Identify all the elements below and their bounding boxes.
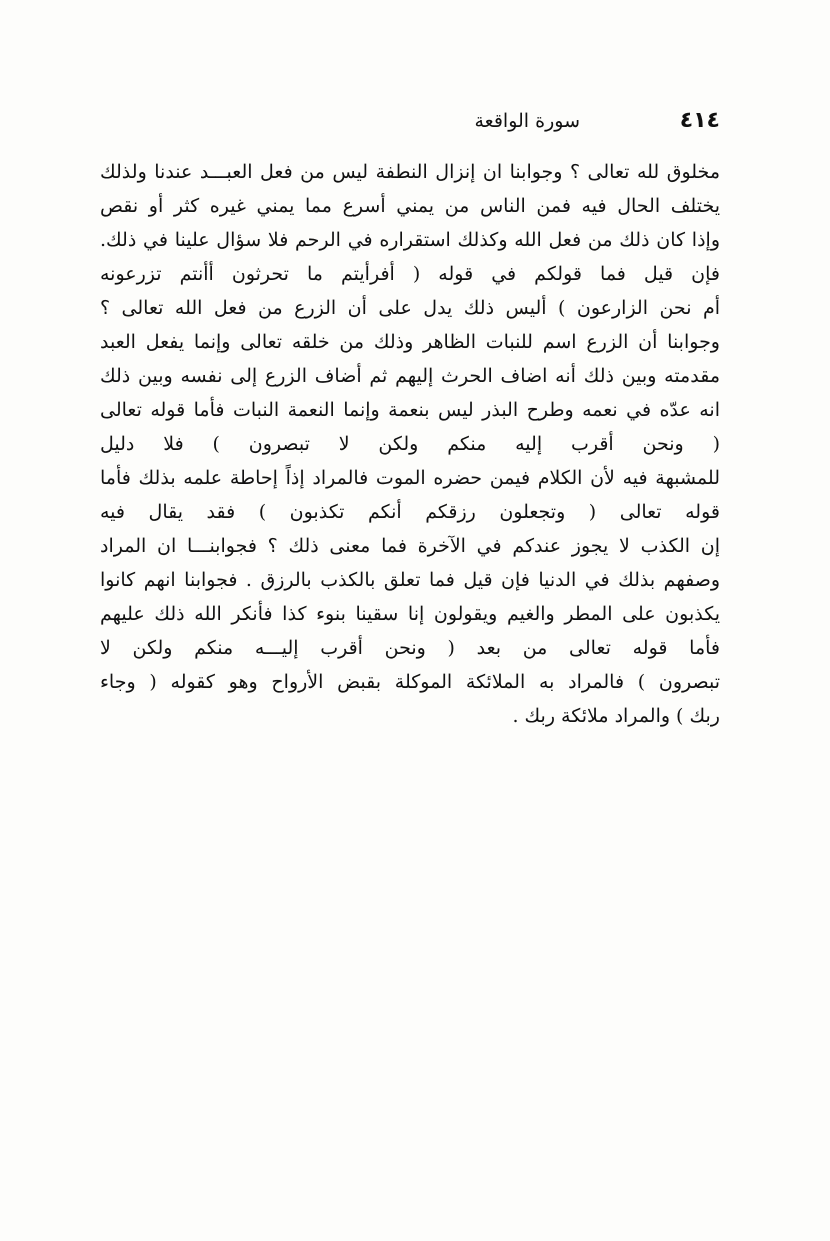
text-line-7: مقدمته وبين ذلك أنه اضاف الحرث إليهم ثم أضاف الزرع إلى نفسه وبين ذلك [100,365,720,387]
text-line-11: قوله تعالى ( وتجعلون رزقكم أنكم تكذبون ) فقد يقال فيه [100,501,720,523]
text-line-16: تبصرون ) فالمراد به الملائكة الموكلة بقبض الأرواح وهو كقوله ( وجاء [100,671,720,693]
text-line-8: انه عدّه في نعمه وطرح البذر ليس بنعمة وإنما النعمة النبات فأما قوله تعالى [100,399,720,421]
text-line-9: ( ونحن أقرب إليه منكم ولكن لا تبصرون ) فلا دليل [100,433,720,455]
surah-title: سورة الواقعة [474,110,580,132]
text-line-1: مخلوق لله تعالى ؟ وجوابنا ان إنزال النطفة ليس من فعل العبـــد عندنا ولذلك [100,161,720,183]
text-line-14: يكذبون على المطر والغيم ويقولون إنا سقينا بنوء كذا فأنكر الله ذلك عليهم [100,603,720,625]
text-line-17: ربك ) والمراد ملائكة ربك . [512,705,720,727]
body-text [100,155,720,733]
text-line-12: إن الكذب لا يجوز عندكم في الآخرة فما معنى ذلك ؟ فجوابنـــا ان المراد [100,535,720,557]
text-line-13: وصفهم بذلك في الدنيا فإن قيل فما تعلق بالكذب بالرزق . فجوابنا انهم كانوا [100,569,720,591]
text-line-4: فإن قيل فما قولكم في قوله ( أفرأيتم ما تحرثون أأنتم تزرعونه [100,263,720,285]
text-line-3: وإذا كان ذلك من فعل الله وكذلك استقراره في الرحم فلا سؤال علينا في ذلك. [100,229,720,251]
text-line-5: أم نحن الزارعون ) أليس ذلك يدل على أن الزرع من فعل الله تعالى ؟ [100,297,720,319]
text-line-2: يختلف الحال فيه فمن الناس من يمني أسرع مما يمني غيره كثر أو نقص [100,195,720,217]
text-line-15: فأما قوله تعالى من بعد ( ونحن أقرب إليـــه منكم ولكن لا [100,637,720,659]
text-line-10: للمشبهة فيه لأن الكلام فيمن حضره الموت فالمراد إذاً إحاطة علمه بذلك فأما [100,467,720,489]
page-number: ٤١٤ [679,108,720,133]
running-header [360,108,720,138]
text-line-6: وجوابنا أن الزرع اسم للنبات الظاهر وذلك من خلقه تعالى وإنما يفعل العبد [100,331,720,353]
